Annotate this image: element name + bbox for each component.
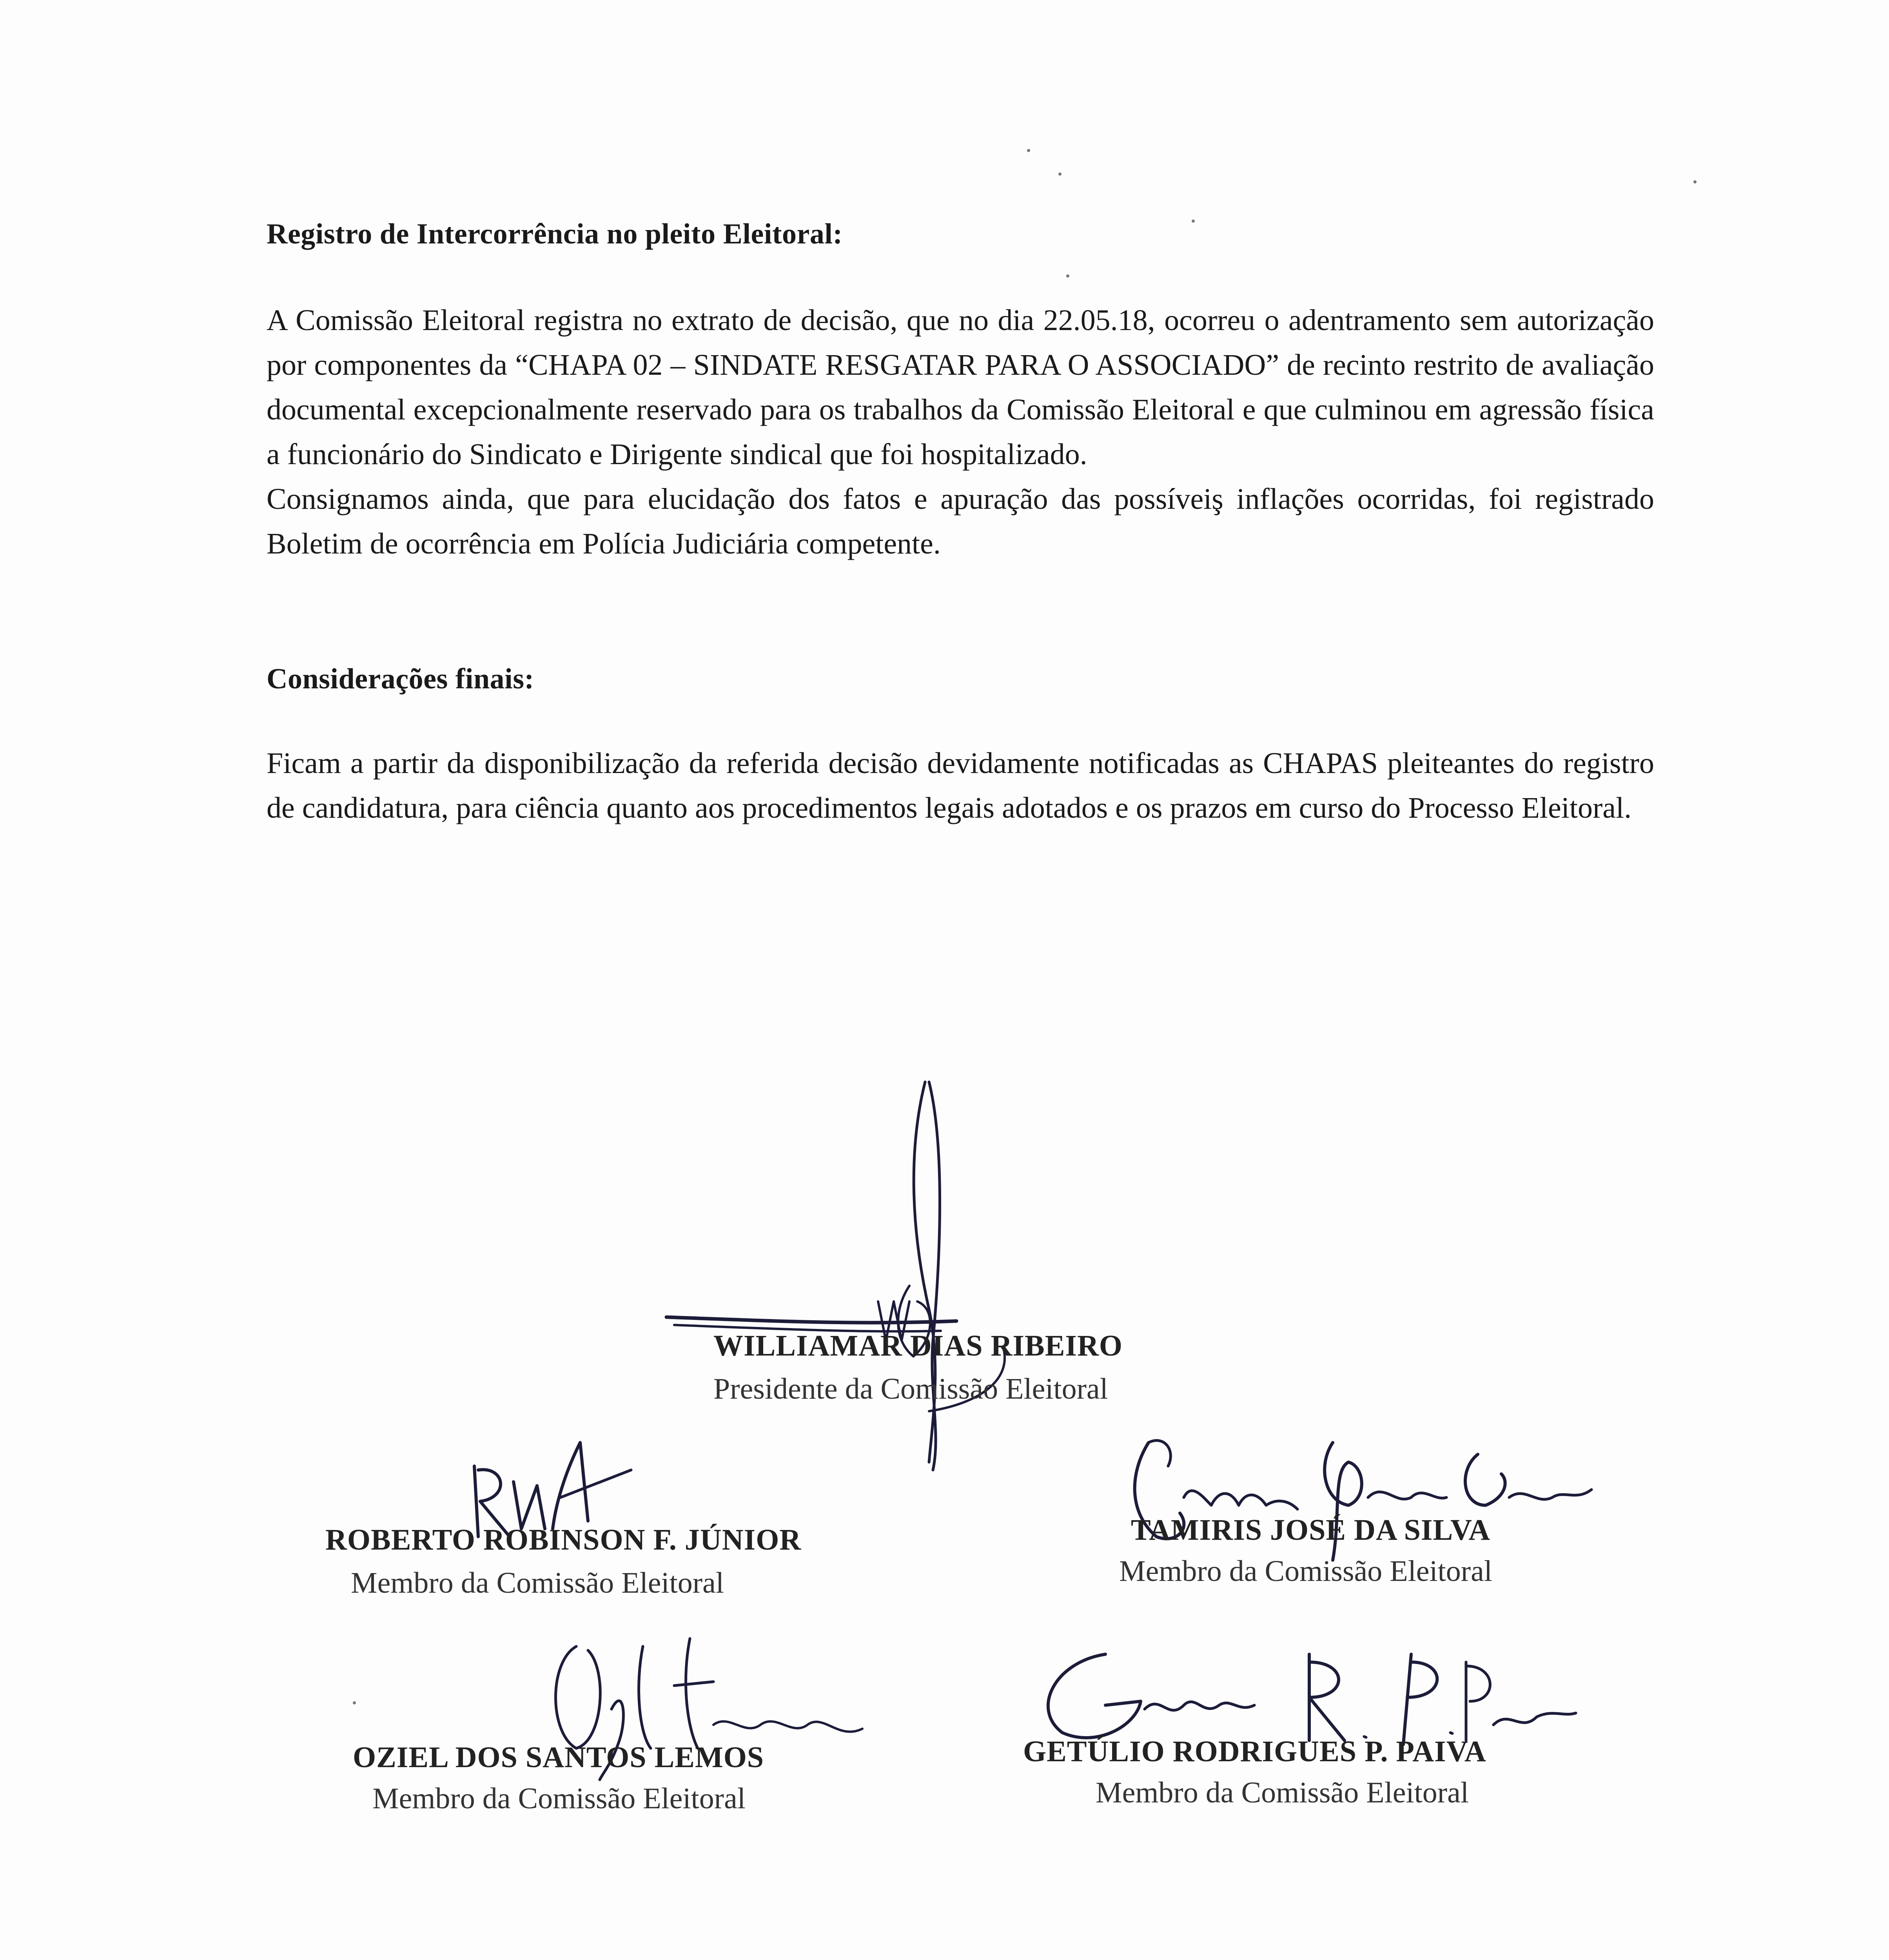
consideracoes-text — [267, 741, 1654, 830]
president-name: WILLIAMAR DIAS RIBEIRO — [713, 1329, 1123, 1362]
scan-speck — [1027, 149, 1030, 152]
section-heading-intercorrencia: Registro de Intercorrência no pleito Eleitoral: — [267, 218, 843, 250]
scan-speck — [1058, 172, 1062, 176]
member-name-roberto: ROBERTO ROBINSON F. JÚNIOR — [325, 1523, 802, 1556]
scan-speck — [1693, 180, 1697, 183]
scan-speck — [353, 1701, 356, 1704]
member-role-roberto: Membro da Comissão Eleitoral — [351, 1566, 724, 1599]
section-heading-consideracoes: Considerações finais: — [267, 663, 534, 695]
member-role-tamiris: Membro da Comissão Eleitoral — [1119, 1555, 1492, 1588]
intercorrencia-paragraph: A Comissão Eleitoral registra no extrato de decisão, que no dia 22.05.18, ocorreu o adentramento sem autorização por componentes da “CHAPA 02 – SINDATE RESGATAR PARA O ASSOCIADO” de recinto restrito de avaliação documental excepcionalmente reservado para os trabalhos da Comissão Eleitoral e que culminou em agressão física a funcionário do Sindicato e Dirigente sindical que foi hospitalizado. — [267, 304, 1654, 471]
consignamos-paragraph: Consignamos ainda, que para elucidação dos fatos e apuração das possíveiş inflações ocorridas, foi registrado Boletim de ocorrência em Polícia Judiciária competente. — [267, 483, 1654, 560]
member-name-oziel: OZIEL DOS SANTOS LEMOS — [353, 1741, 764, 1774]
intercorrencia-text — [267, 298, 1654, 566]
member-name-getulio: GETÚLIO RODRIGUES P. PAIVA — [1023, 1735, 1486, 1768]
signature-williamar — [659, 1066, 1188, 1497]
scan-speck — [1066, 274, 1069, 278]
scan-speck — [1192, 220, 1195, 223]
president-role: Presidente da Comissão Eleitoral — [713, 1372, 1108, 1405]
member-role-oziel: Membro da Comissão Eleitoral — [372, 1782, 746, 1815]
member-name-tamiris: TAMIRIS JOSÉ DA SILVA — [1131, 1514, 1491, 1546]
consideracoes-paragraph: Ficam a partir da disponibilização da referida decisão devidamente notificadas as CHAPAS pleiteantes do registro de candidatura, para ciência quanto aos procedimentos legais adotados e os prazos em curso do Processo Eleitoral. — [267, 747, 1654, 824]
member-role-getulio: Membro da Comissão Eleitoral — [1096, 1776, 1469, 1809]
